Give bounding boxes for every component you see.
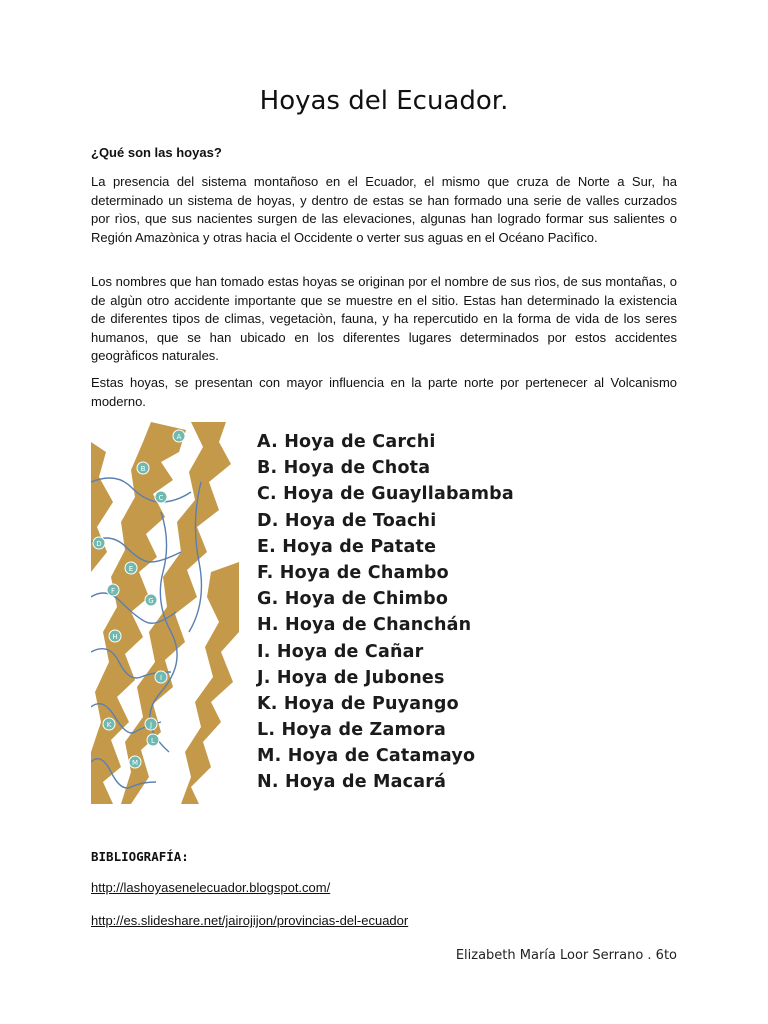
legend-item-zamora: L. Hoya de Zamora: [257, 720, 446, 741]
legend-item-catamayo: M. Hoya de Catamayo: [257, 746, 476, 767]
page-title: Hoyas del Ecuador.: [259, 86, 509, 116]
svg-text:H: H: [112, 633, 118, 641]
hoya-marker-f: [107, 584, 119, 596]
section-question: ¿Qué son las hoyas?: [91, 145, 222, 160]
author-footer: Elizabeth María Loor Serrano . 6to: [455, 948, 677, 963]
hoya-marker-c: [155, 491, 167, 503]
bibliography-link-blogspot[interactable]: http://lashoyasenelecuador.blogspot.com/: [91, 880, 331, 895]
svg-text:F: F: [110, 587, 116, 595]
bibliography-heading: BIBLIOGRAFÍA:: [91, 849, 189, 864]
bibliography-link-slideshare[interactable]: http://es.slideshare.net/jairojijon/provincias-del-ecuador: [91, 913, 409, 928]
legend-item-chambo: F. Hoya de Chambo: [257, 562, 449, 583]
legend-item-chimbo: G. Hoya de Chimbo: [257, 589, 449, 610]
legend-item-puyango: K. Hoya de Puyango: [257, 693, 459, 714]
svg-text:A: A: [176, 433, 182, 441]
hoyas-legend: [257, 429, 514, 796]
svg-text:J: J: [149, 721, 153, 729]
svg-text:M: M: [131, 759, 139, 767]
legend-item-toachi: D. Hoya de Toachi: [257, 510, 437, 531]
hoya-marker-k: [103, 718, 115, 730]
paragraph-names: Los nombres que han tomado estas hoyas se originan por el nombre de sus rìos, de sus montañas, o de algùn otro accidente importante que se muestre en el sitio. Estas han determinado la existencia de diferentes tipos de climas, vegetaciòn, fauna, y ha repercutido en la forma de vida de los seres humanos, que se han ubicado en los diferentes lugares determinados por estos accidentes geogràficos naturales.: [91, 274, 677, 364]
hoya-marker-d: [93, 537, 105, 549]
hoya-marker-l: [147, 734, 159, 746]
svg-text:I: I: [159, 674, 163, 682]
svg-text:E: E: [128, 565, 134, 573]
hoya-marker-j: [145, 718, 157, 730]
legend-item-canar: I. Hoya de Cañar: [257, 641, 424, 662]
legend-item-chota: B. Hoya de Chota: [257, 458, 431, 479]
hoya-marker-a: [173, 430, 185, 442]
legend-item-jubones: J. Hoya de Jubones: [257, 667, 445, 688]
legend-item-chanchan: H. Hoya de Chanchán: [257, 615, 472, 636]
hoya-marker-g: [145, 594, 157, 606]
legend-item-macara: N. Hoya de Macará: [257, 772, 447, 793]
hoya-marker-e: [125, 562, 137, 574]
mountain-ridge: [91, 442, 113, 572]
hoya-marker-h: [109, 630, 121, 642]
legend-item-guayllabamba: C. Hoya de Guayllabamba: [257, 484, 514, 505]
hoya-marker-i: [155, 671, 167, 683]
svg-text:C: C: [158, 494, 164, 502]
legend-item-carchi: A. Hoya de Carchi: [257, 432, 436, 452]
svg-text:K: K: [106, 721, 112, 729]
svg-text:D: D: [96, 540, 102, 548]
mountain-ranges: [91, 422, 239, 804]
paragraph-intro: La presencia del sistema montañoso en el Ecuador, el mismo que cruza de Norte a Sur, ha determinado un sistema de hoyas, y dentro de estas se han formado una serie de valles curzados por rìos, que sus nacientes surgen de las elevaciones, algunas han logrado formar sus salientes o Región Amazònica y otras hacia el Occidente o verter sus aguas en el Océano Pacìfico.: [91, 174, 677, 245]
paragraph-volcanism: Estas hoyas, se presentan con mayor influencia en la parte norte por pertenecer al Volcanismo moderno.: [91, 375, 677, 409]
hoya-marker-m: [129, 756, 141, 768]
legend-item-patate: E. Hoya de Patate: [257, 536, 437, 557]
hoyas-map-figure: [91, 422, 533, 804]
svg-text:G: G: [148, 597, 154, 605]
svg-text:L: L: [151, 737, 155, 745]
hoya-marker-b: [137, 462, 149, 474]
svg-text:B: B: [140, 465, 146, 473]
hoyas-relief-map: [91, 422, 239, 804]
